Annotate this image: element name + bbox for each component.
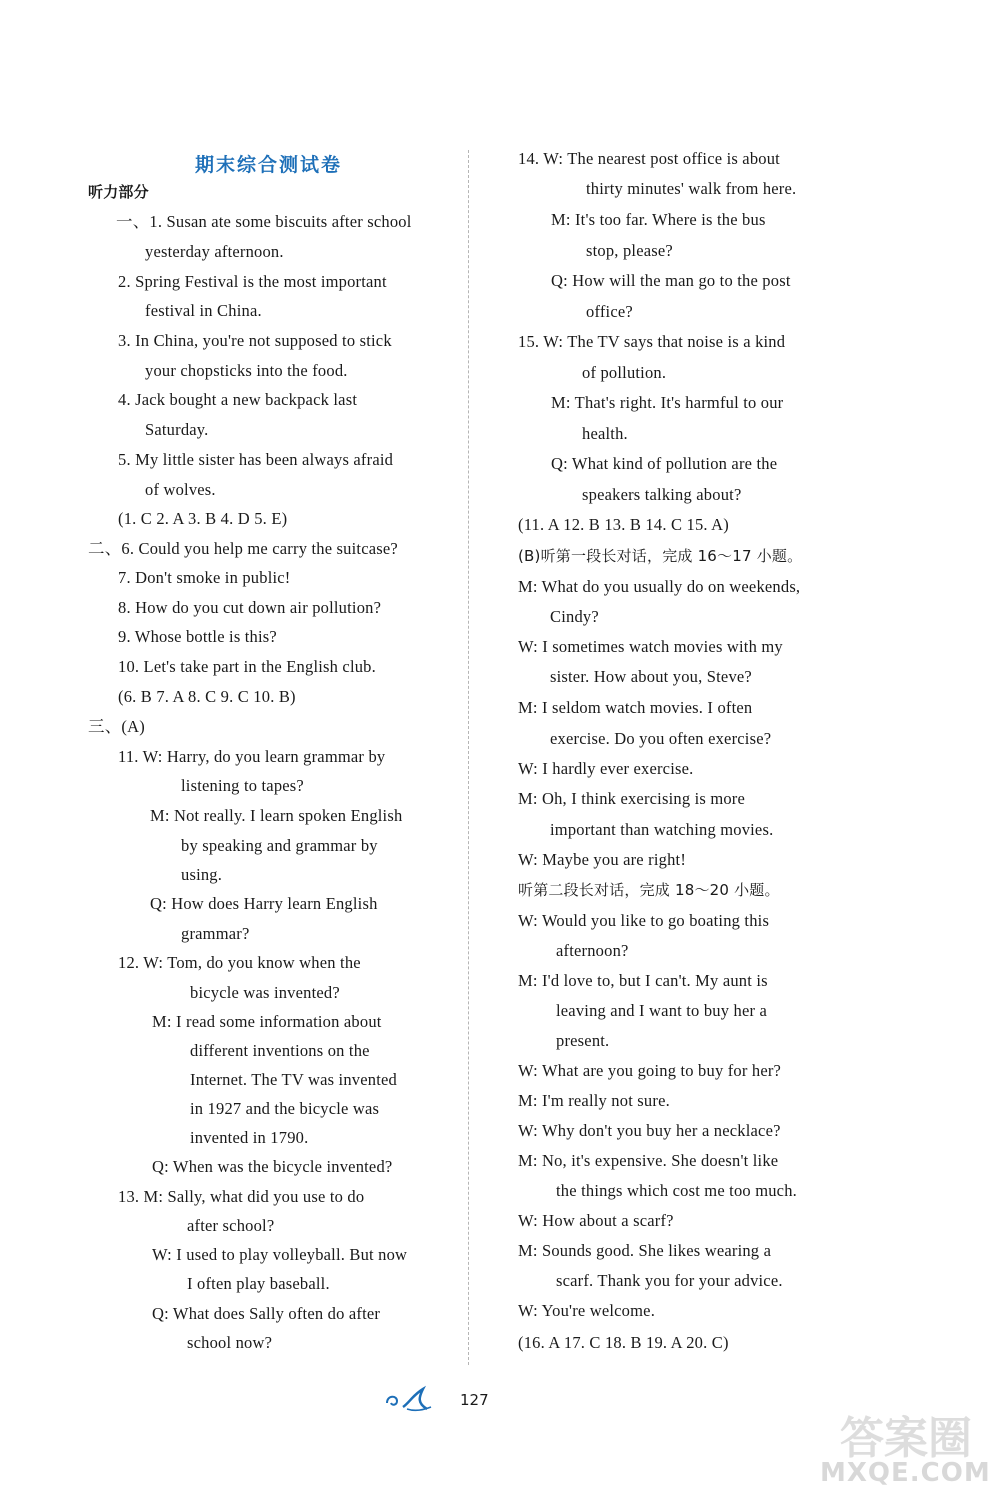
watermark [810, 1400, 1000, 1497]
left-text-line: (1. C 2. A 3. B 4. D 5. E) [118, 509, 288, 528]
column-divider [468, 150, 469, 1365]
left-text-line: W: I used to play volleyball. But now [152, 1245, 408, 1264]
right-text-line: exercise. Do you often exercise? [550, 729, 772, 748]
right-text-line: M: It's too far. Where is the bus [551, 210, 766, 229]
right-text-line: W: What are you going to buy for her? [518, 1061, 782, 1080]
right-text-line: leaving and I want to buy her a [556, 1001, 768, 1020]
left-text-line: grammar? [181, 924, 250, 943]
right-text-line: M: What do you usually do on weekends, [518, 577, 801, 596]
left-text-line: 11. W: Harry, do you learn grammar by [118, 747, 386, 766]
right-text-line: stop, please? [586, 241, 673, 260]
left-text-line: 10. Let's take part in the English club. [118, 657, 376, 676]
left-text-line: after school? [187, 1216, 275, 1235]
right-text-line: M: No, it's expensive. She doesn't like [518, 1151, 779, 1170]
right-text-line: sister. How about you, Steve? [550, 667, 752, 686]
right-text-line: (16. A 17. C 18. B 19. A 20. C) [518, 1333, 729, 1352]
left-text-line: using. [181, 865, 223, 884]
watermark-mark: 答案圈 [840, 1413, 972, 1464]
right-text-line: M: I seldom watch movies. I often [518, 698, 753, 717]
left-text-line: 12. W: Tom, do you know when the [118, 953, 361, 972]
left-text-line: 9. Whose bottle is this? [118, 627, 277, 646]
left-text-line: 7. Don't smoke in public! [118, 568, 291, 587]
right-text-line: M: I'm really not sure. [518, 1091, 670, 1110]
left-text-line: Saturday. [145, 420, 209, 439]
left-text-line: 13. M: Sally, what did you use to do [118, 1187, 365, 1206]
left-text-line: by speaking and grammar by [181, 836, 378, 855]
right-text-line: Cindy? [550, 607, 599, 626]
left-text-line: 3. In China, you're not supposed to stick [118, 331, 392, 350]
right-text-line: afternoon? [556, 941, 629, 960]
right-text-line: W: Why don't you buy her a necklace? [518, 1121, 781, 1140]
left-text-line: school now? [187, 1333, 273, 1352]
right-text-line: (B)听第一段长对话，完成 16～17 小题。 [518, 547, 803, 565]
left-text-line: yesterday afternoon. [145, 242, 284, 261]
right-text-line: the things which cost me too much. [556, 1181, 797, 1200]
right-text-line: important than watching movies. [550, 820, 774, 839]
left-text-line: listening to tapes? [181, 776, 304, 795]
right-text-line: thirty minutes' walk from here. [586, 179, 797, 198]
left-text-line: of wolves. [145, 480, 216, 499]
left-text-line: 4. Jack bought a new backpack last [118, 390, 358, 409]
right-text-line: W: How about a scarf? [518, 1211, 674, 1230]
left-text-line: 一、1. Susan ate some biscuits after school [116, 212, 412, 231]
right-text-line: Q: How will the man go to the post [551, 271, 791, 290]
right-text-line: W: I hardly ever exercise. [518, 759, 694, 778]
left-text-line: Q: How does Harry learn English [150, 894, 378, 913]
right-text-line: scarf. Thank you for your advice. [556, 1271, 783, 1290]
right-text-line: 15. W: The TV says that noise is a kind [518, 332, 786, 351]
left-text-line: Q: What does Sally often do after [152, 1304, 381, 1323]
left-text-line: (6. B 7. A 8. C 9. C 10. B) [118, 687, 296, 706]
watermark-text: MXQE.COM [820, 1458, 991, 1488]
right-text-line: W: Maybe you are right! [518, 850, 687, 869]
left-text-line: Q: When was the bicycle invented? [152, 1157, 393, 1176]
left-text-line: 三、(A) [88, 717, 145, 736]
left-text-line: M: I read some information about [152, 1012, 382, 1031]
decorative-swirl-icon [383, 1385, 435, 1413]
right-text-line: W: I sometimes watch movies with my [518, 637, 783, 656]
left-text-line: 5. My little sister has been always afraid [118, 450, 394, 469]
right-text-line: (11. A 12. B 13. B 14. C 15. A) [518, 515, 729, 534]
right-text-line: M: That's right. It's harmful to our [551, 393, 784, 412]
left-text-line: your chopsticks into the food. [145, 361, 348, 380]
right-text-line: 听第二段长对话，完成 18～20 小题。 [518, 881, 780, 899]
right-text-line: of pollution. [582, 363, 667, 382]
left-text-line: I often play baseball. [187, 1274, 330, 1293]
left-text-line: festival in China. [145, 301, 262, 320]
left-text-line: Internet. The TV was invented [190, 1070, 397, 1089]
page-number: 127 [460, 1391, 489, 1409]
right-text-line: 14. W: The nearest post office is about [518, 149, 780, 168]
left-text-line: bicycle was invented? [190, 983, 340, 1002]
right-text-line: M: Oh, I think exercising is more [518, 789, 746, 808]
left-text-line: 二、6. Could you help me carry the suitcase? [88, 539, 398, 558]
right-text-line: W: Would you like to go boating this [518, 911, 770, 930]
right-text-line: speakers talking about? [582, 485, 742, 504]
page-title: 期末综合测试卷 [195, 154, 343, 176]
left-text-line: in 1927 and the bicycle was [190, 1099, 380, 1118]
left-text-line: 8. How do you cut down air pollution? [118, 598, 382, 617]
right-text-line: office? [586, 302, 633, 321]
left-text-line: M: Not really. I learn spoken English [150, 806, 403, 825]
right-text-line: M: I'd love to, but I can't. My aunt is [518, 971, 768, 990]
right-text-line: present. [556, 1031, 610, 1050]
right-text-line: health. [582, 424, 628, 443]
right-text-line: W: You're welcome. [518, 1301, 656, 1320]
left-text-line: 2. Spring Festival is the most important [118, 272, 387, 291]
left-text-line: invented in 1790. [190, 1128, 309, 1147]
section-heading-listening: 听力部分 [88, 183, 149, 201]
right-text-line: Q: What kind of pollution are the [551, 454, 778, 473]
right-text-line: M: Sounds good. She likes wearing a [518, 1241, 772, 1260]
left-text-line: different inventions on the [190, 1041, 370, 1060]
